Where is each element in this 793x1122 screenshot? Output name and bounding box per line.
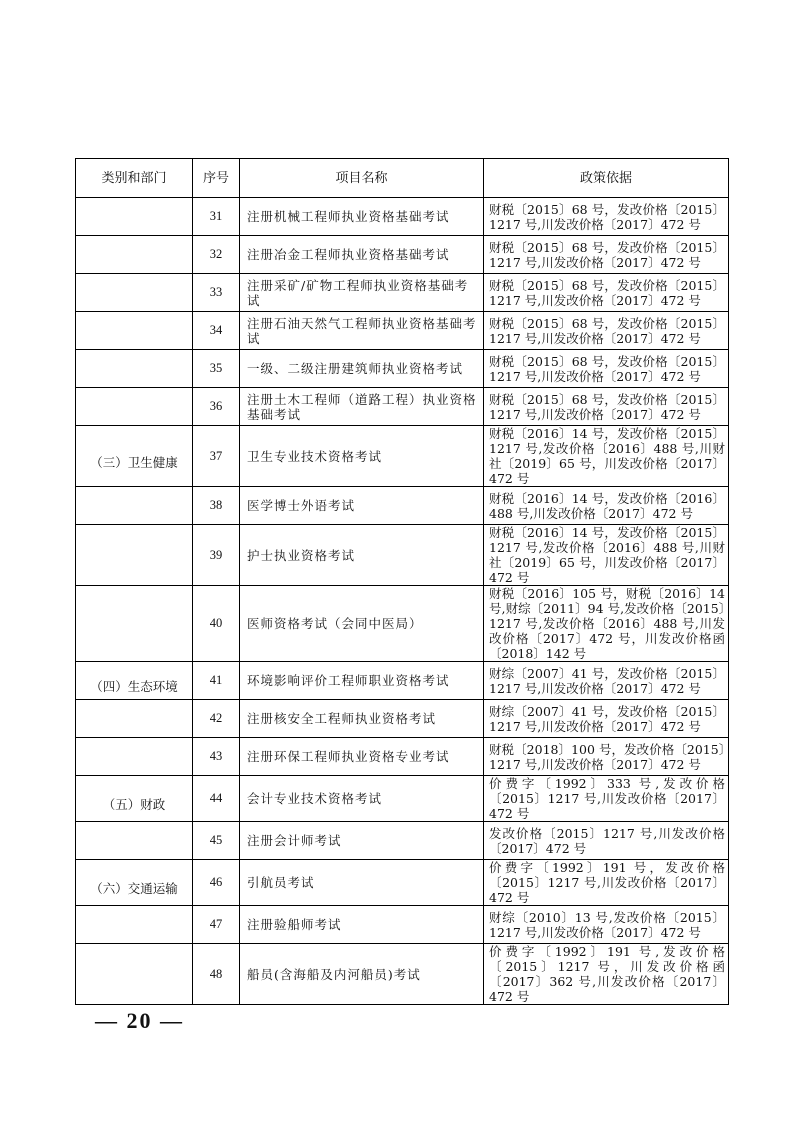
policy-cell: 财税〔2016〕14 号，发改价格〔2015〕1217 号,发改价格〔2016〕488 号,川财社〔2019〕65 号，川发改价格〔2017〕472 号 bbox=[484, 426, 729, 487]
table-row bbox=[76, 388, 729, 426]
category-label: （六）交通运输 bbox=[90, 881, 178, 896]
item-name-cell: 医师资格考试（会同中医局） bbox=[240, 586, 484, 662]
category-label: （四）生态环境 bbox=[90, 679, 178, 694]
number-cell: 44 bbox=[193, 776, 240, 822]
number-cell: 45 bbox=[193, 822, 240, 860]
number-cell: 39 bbox=[193, 525, 240, 586]
category-label bbox=[76, 325, 192, 337]
header-number: 序号 bbox=[193, 159, 240, 198]
number-cell: 33 bbox=[193, 274, 240, 312]
category-cell bbox=[76, 586, 193, 662]
item-name-cell: 卫生专业技术资格考试 bbox=[240, 426, 484, 487]
category-label bbox=[76, 500, 192, 512]
table-row bbox=[76, 822, 729, 860]
category-cell bbox=[76, 776, 193, 822]
number-cell: 38 bbox=[193, 487, 240, 525]
item-name-cell: 一级、二级注册建筑师执业资格考试 bbox=[240, 350, 484, 388]
policy-cell: 发改价格〔2015〕1217 号,川发改价格〔2017〕472 号 bbox=[484, 822, 729, 860]
item-name-cell: 会计专业技术资格考试 bbox=[240, 776, 484, 822]
category-label bbox=[76, 363, 192, 375]
category-label bbox=[76, 401, 192, 413]
item-name-cell: 注册石油天然气工程师执业资格基础考试 bbox=[240, 312, 484, 350]
policy-cell: 财税〔2016〕14 号，发改价格〔2015〕1217 号,发改价格〔2016〕488 号,川财社〔2019〕65 号，川发改价格〔2017〕472 号 bbox=[484, 525, 729, 586]
table-row bbox=[76, 860, 729, 906]
table-row bbox=[76, 944, 729, 1005]
category-label bbox=[76, 968, 192, 980]
number-cell: 46 bbox=[193, 860, 240, 906]
category-cell bbox=[76, 944, 193, 1005]
table-row bbox=[76, 906, 729, 944]
policy-cell: 财税〔2015〕68 号，发改价格〔2015〕1217 号,川发改价格〔2017〕472 号 bbox=[484, 312, 729, 350]
item-name-cell: 护士执业资格考试 bbox=[240, 525, 484, 586]
category-cell bbox=[76, 350, 193, 388]
category-cell bbox=[76, 426, 193, 487]
category-label bbox=[76, 211, 192, 223]
policy-cell: 价费字〔1992〕191 号，发改价格〔2015〕1217 号,川发改价格〔2017〕472 号 bbox=[484, 860, 729, 906]
category-label bbox=[76, 919, 192, 931]
table-row bbox=[76, 236, 729, 274]
category-cell bbox=[76, 236, 193, 274]
number-cell: 41 bbox=[193, 662, 240, 700]
category-label bbox=[76, 549, 192, 561]
policy-cell: 财税〔2016〕14 号，发改价格〔2016〕488 号,川发改价格〔2017〕472 号 bbox=[484, 487, 729, 525]
number-cell: 43 bbox=[193, 738, 240, 776]
category-label bbox=[76, 835, 192, 847]
policy-cell: 财税〔2018〕100 号，发改价格〔2015〕1217 号,川发改价格〔2017〕472 号 bbox=[484, 738, 729, 776]
number-cell: 40 bbox=[193, 586, 240, 662]
table-row bbox=[76, 426, 729, 487]
fee-policy-table bbox=[75, 158, 729, 1005]
number-cell: 32 bbox=[193, 236, 240, 274]
policy-cell: 财税〔2015〕68 号，发改价格〔2015〕1217 号,川发改价格〔2017〕472 号 bbox=[484, 350, 729, 388]
category-label: （五）财政 bbox=[102, 797, 166, 812]
category-cell bbox=[76, 700, 193, 738]
table-header-row bbox=[76, 159, 729, 198]
category-cell bbox=[76, 822, 193, 860]
category-cell bbox=[76, 738, 193, 776]
item-name-cell: 注册验船师考试 bbox=[240, 906, 484, 944]
category-cell bbox=[76, 198, 193, 236]
table-row bbox=[76, 776, 729, 822]
header-policy-basis: 政策依据 bbox=[484, 159, 729, 198]
number-cell: 42 bbox=[193, 700, 240, 738]
item-name-cell: 引航员考试 bbox=[240, 860, 484, 906]
category-cell bbox=[76, 525, 193, 586]
number-cell: 34 bbox=[193, 312, 240, 350]
category-label bbox=[76, 287, 192, 299]
policy-cell: 财税〔2015〕68 号，发改价格〔2015〕1217 号,川发改价格〔2017〕472 号 bbox=[484, 236, 729, 274]
category-cell bbox=[76, 274, 193, 312]
category-label bbox=[76, 713, 192, 725]
table-row bbox=[76, 738, 729, 776]
item-name-cell: 注册会计师考试 bbox=[240, 822, 484, 860]
table-row bbox=[76, 312, 729, 350]
policy-cell: 财税〔2015〕68 号，发改价格〔2015〕1217 号,川发改价格〔2017〕472 号 bbox=[484, 198, 729, 236]
number-cell: 37 bbox=[193, 426, 240, 487]
policy-cell: 财税〔2016〕105 号，财税〔2016〕14 号,财综〔2011〕94 号,发改价格〔2015〕1217 号,发改价格〔2016〕488 号,川发改价格〔2017〕472 号，川发改价格函〔2018〕142 号 bbox=[484, 586, 729, 662]
policy-cell: 价费字〔1992〕191 号,发改价格〔2015〕1217 号，川发改价格函〔2017〕362 号,川发改价格〔2017〕472 号 bbox=[484, 944, 729, 1005]
item-name-cell: 医学博士外语考试 bbox=[240, 487, 484, 525]
item-name-cell: 注册核安全工程师执业资格考试 bbox=[240, 700, 484, 738]
category-cell bbox=[76, 860, 193, 906]
item-name-cell: 环境影响评价工程师职业资格考试 bbox=[240, 662, 484, 700]
category-cell bbox=[76, 388, 193, 426]
category-cell bbox=[76, 906, 193, 944]
policy-cell: 价费字〔1992〕333 号,发改价格〔2015〕1217 号,川发改价格〔2017〕472 号 bbox=[484, 776, 729, 822]
table-row bbox=[76, 662, 729, 700]
item-name-cell: 注册冶金工程师执业资格基础考试 bbox=[240, 236, 484, 274]
number-cell: 48 bbox=[193, 944, 240, 1005]
number-cell: 47 bbox=[193, 906, 240, 944]
table-row bbox=[76, 586, 729, 662]
item-name-cell: 注册环保工程师执业资格专业考试 bbox=[240, 738, 484, 776]
item-name-cell: 船员(含海船及内河船员)考试 bbox=[240, 944, 484, 1005]
category-cell bbox=[76, 487, 193, 525]
policy-cell: 财税〔2015〕68 号，发改价格〔2015〕1217 号,川发改价格〔2017〕472 号 bbox=[484, 388, 729, 426]
table-row bbox=[76, 350, 729, 388]
category-label bbox=[76, 249, 192, 261]
policy-cell: 财综〔2007〕41 号，发改价格〔2015〕1217 号,川发改价格〔2017〕472 号 bbox=[484, 700, 729, 738]
header-category: 类别和部门 bbox=[76, 159, 193, 198]
number-cell: 36 bbox=[193, 388, 240, 426]
header-item-name: 项目名称 bbox=[240, 159, 484, 198]
policy-cell: 财税〔2015〕68 号，发改价格〔2015〕1217 号,川发改价格〔2017〕472 号 bbox=[484, 274, 729, 312]
item-name-cell: 注册采矿/矿物工程师执业资格基础考试 bbox=[240, 274, 484, 312]
table-row bbox=[76, 198, 729, 236]
item-name-cell: 注册机械工程师执业资格基础考试 bbox=[240, 198, 484, 236]
policy-cell: 财综〔2010〕13 号,发改价格〔2015〕1217 号,川发改价格〔2017〕472 号 bbox=[484, 906, 729, 944]
number-cell: 31 bbox=[193, 198, 240, 236]
page-number: — 20 — bbox=[95, 1008, 184, 1033]
table-row bbox=[76, 700, 729, 738]
table-row bbox=[76, 525, 729, 586]
table-row bbox=[76, 487, 729, 525]
number-cell: 35 bbox=[193, 350, 240, 388]
category-cell bbox=[76, 312, 193, 350]
category-cell bbox=[76, 662, 193, 700]
category-label bbox=[76, 618, 192, 630]
table-row bbox=[76, 274, 729, 312]
category-label: （三）卫生健康 bbox=[90, 454, 178, 470]
item-name-cell: 注册土木工程师（道路工程）执业资格基础考试 bbox=[240, 388, 484, 426]
category-label bbox=[76, 751, 192, 763]
policy-cell: 财综〔2007〕41 号，发改价格〔2015〕1217 号,川发改价格〔2017〕472 号 bbox=[484, 662, 729, 700]
table-body bbox=[76, 198, 729, 1005]
